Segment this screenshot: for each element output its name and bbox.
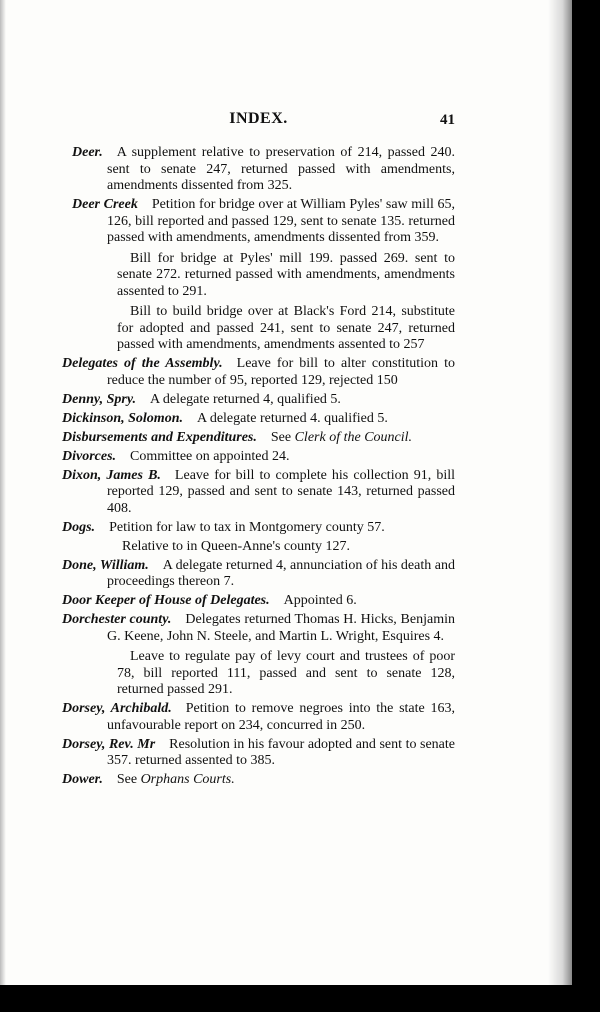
index-entry: [62, 772, 455, 789]
index-entry: [62, 429, 455, 447]
entry-text: See: [270, 429, 292, 445]
index-entry: [72, 145, 455, 195]
page-title: INDEX.: [229, 110, 288, 127]
entry-text: Leave for bill to alter constitution to reduce the number of 95, reported 129, rejected 150: [107, 356, 455, 388]
index-subentry: Relative to in Queen-Anne's county 127.: [122, 538, 351, 554]
entry-text: Petition for bridge over at William Pyles' saw mill 65, 126, bill reported and passed 129, sent to senate 135. returned passed with amendments, amendments dissented from 359.: [107, 197, 455, 245]
page-edge-right: [548, 0, 572, 985]
entry-term: Dorsey, Rev. Mr: [62, 736, 156, 752]
index-entry: [62, 391, 455, 409]
entry-cross-reference: Clerk of the Council.: [294, 429, 413, 445]
entry-text: Committee on appointed 24.: [130, 448, 290, 464]
entry-term: Door Keeper of House of Delegates.: [62, 593, 270, 608]
entry-text: Appointed 6.: [283, 593, 357, 608]
entry-term: Denny, Spry.: [62, 391, 137, 407]
index-entry: [62, 736, 455, 770]
entry-term: Dorchester county.: [62, 612, 172, 627]
index-entry: [62, 519, 455, 537]
entry-term: Dorsey, Archibald.: [62, 701, 172, 716]
index-entry: [62, 701, 455, 734]
entry-term: Deer.: [72, 145, 103, 160]
entry-text: Delegates returned Thomas H. Hicks, Benjamin G. Keene, John N. Steele, and Martin L. Wright, Esquires 4.: [107, 612, 455, 644]
index-entry: [62, 410, 455, 428]
index-list: [62, 145, 455, 791]
entry-text: See: [116, 772, 138, 787]
entry-text: A delegate returned 4, annunciation of his death and proceedings thereon 7.: [107, 557, 456, 589]
entry-cross-reference: Orphans Courts.: [140, 772, 235, 787]
index-subentry: Bill to build bridge over at Black's Ford 214, substitute for adopted and passed 241, sent to senate 247, returned passed with amendments, amendments assented to 257: [117, 304, 455, 352]
index-subentry: Leave to regulate pay of levy court and trustees of poor 78, bill reported 111, passed and sent to senate 128, returned passed 291.: [117, 649, 455, 697]
index-entry: [62, 612, 455, 645]
entry-term: Deer Creek: [72, 197, 138, 212]
index-entry: [62, 557, 456, 591]
index-subentry: Bill for bridge at Pyles' mill 199. passed 269. sent to senate 272. returned passed with amendments, amendments assented to 291.: [117, 250, 455, 299]
index-entry: [72, 197, 455, 247]
entry-term: Dogs.: [62, 519, 96, 535]
entry-text: A delegate returned 4. qualified 5.: [196, 410, 388, 426]
entry-term: Dixon, James B.: [62, 467, 161, 483]
entry-term: Dower.: [62, 772, 103, 787]
page-edge-left: [0, 0, 6, 985]
entry-text: Petition to remove negroes into the state 163, unfavourable report on 234, concurred in 250.: [107, 701, 455, 733]
entry-term: Divorces.: [62, 448, 117, 464]
entry-term: Dickinson, Solomon.: [62, 410, 183, 426]
entry-text: A supplement relative to preservation of 214, passed 240. sent to senate 247, returned passed with amendments, amendments dissented from 325.: [107, 145, 455, 193]
entry-text: Petition for law to tax in Montgomery county 57.: [109, 519, 385, 535]
entry-text: Leave for bill to complete his collection 91, bill reported 129, passed and sent to senate 143, returned passed 408.: [107, 467, 455, 516]
entry-term: Done, William.: [62, 557, 149, 573]
entry-text: A delegate returned 4, qualified 5.: [150, 391, 341, 407]
entry-term: Delegates of the Assembly.: [62, 356, 223, 371]
page-header: [62, 110, 455, 132]
entry-text: Resolution in his favour adopted and sent to senate 357. returned assented to 385.: [107, 736, 455, 768]
index-entry: [62, 593, 455, 610]
page-number: 41: [440, 112, 455, 128]
index-entry: [62, 356, 455, 389]
index-entry: [62, 448, 455, 466]
entry-term: Disbursements and Expenditures.: [62, 429, 257, 445]
index-entry: [62, 467, 455, 518]
